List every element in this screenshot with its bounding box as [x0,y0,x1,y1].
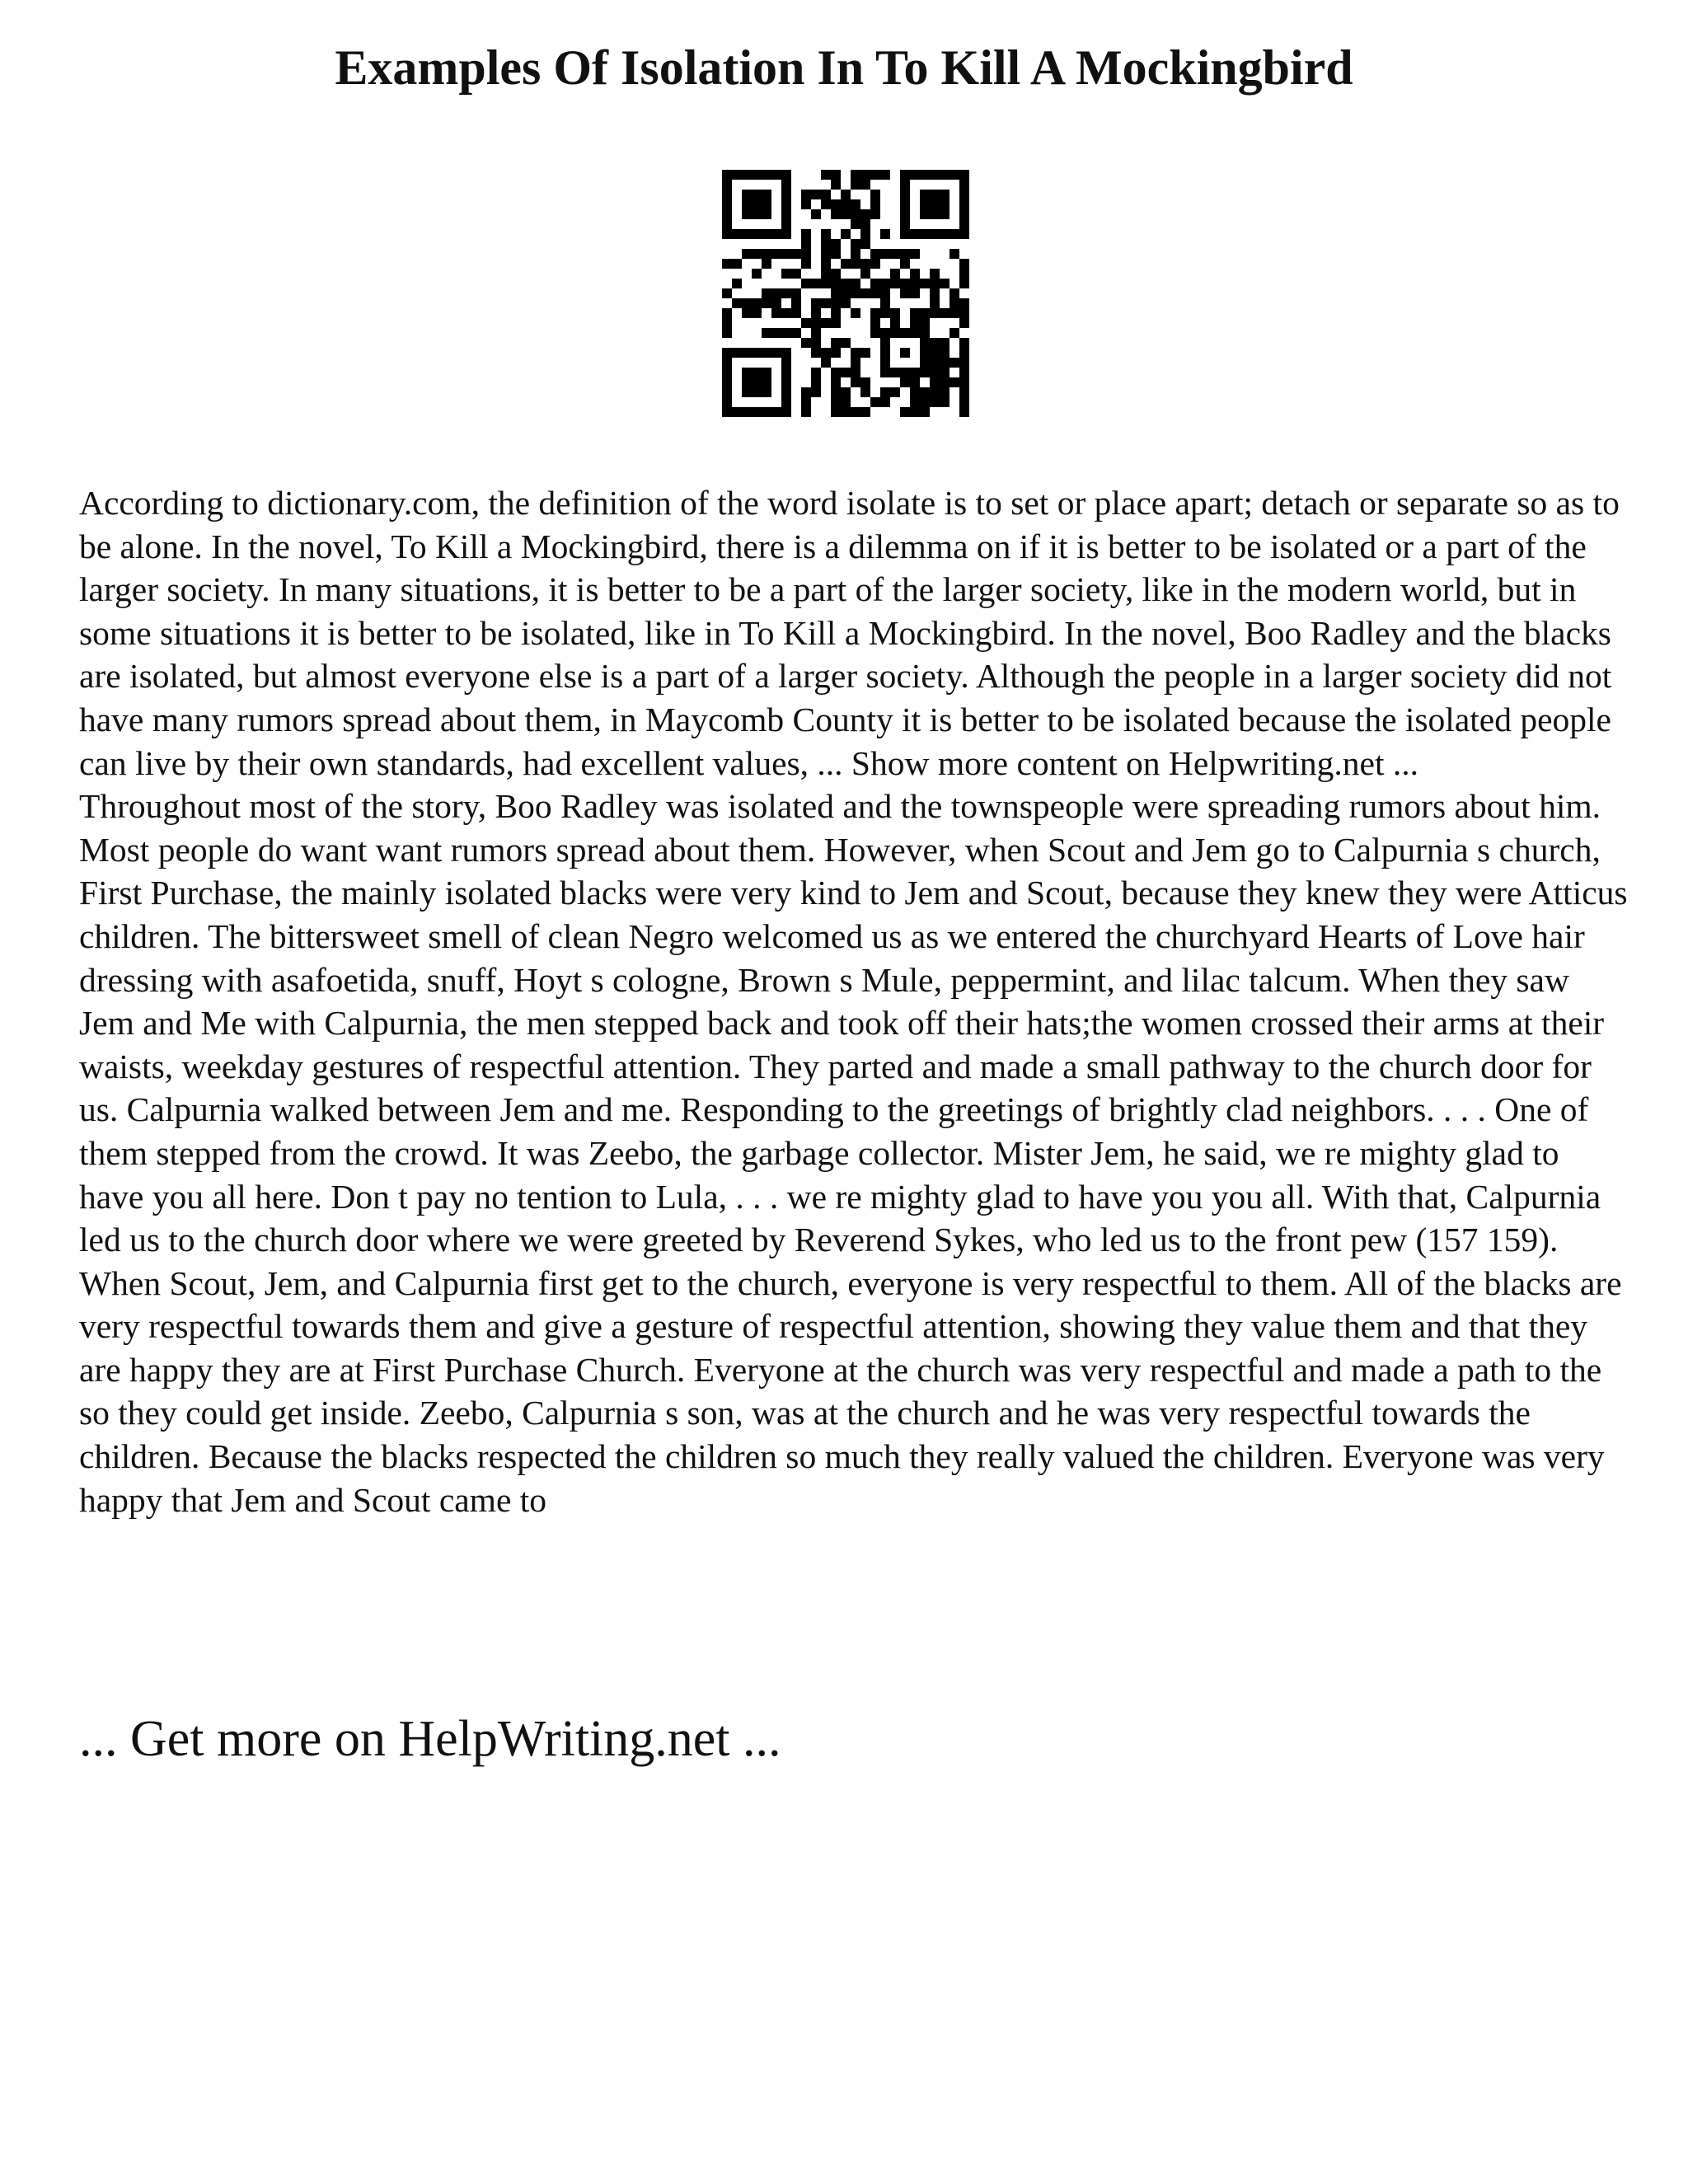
paragraph-1: According to dictionary.com, the definition of the word isolate is to set or place apart; detach or separate so as to be alone. In the novel, To Kill a Mockingbird, there is a dilemma on if it is better to be isolated or a part of the larger society. In many situations, it is better to be a part of the larger society, like in the modern world, but in some situations it is better to be isolated, like in To Kill a Mockingbird. In the novel, Boo Radley and the blacks are isolated, but almost everyone else is a part of a larger society. Although the people in a larger society did not have many rumors spread about them, in Maycomb County it is better to be isolated because the isolated people can live by their own standards, had excellent values, ... Show more content on Helpwriting.net ... [79,484,1620,782]
page-title: Examples Of Isolation In To Kill A Mockingbird [335,40,1353,95]
qr-code-icon [722,170,969,417]
paragraph-2: Throughout most of the story, Boo Radley was isolated and the townspeople were spreading rumors about him. Most people do want want rumors spread about them. However, when Scout and Jem go to Calpurnia s church, First Purchase, the mainly isolated blacks were very kind to Jem and Scout, because they knew they were Atticus children. The bittersweet smell of clean Negro welcomed us as we entered the churchyard Hearts of Love hair dressing with asafoetida, snuff, Hoyt s cologne, Brown s Mule, peppermint, and lilac talcum. When they saw Jem and Me with Calpurnia, the men stepped back and took off their hats;the women crossed their arms at their waists, weekday gestures of respectful attention. They parted and made a small pathway to the church door for us. Calpurnia walked between Jem and me. Responding to the greetings of brightly clad neighbors. . . . One of them stepped from the crowd. It was Zeebo, the garbage collector. Mister Jem, he said, we re mighty glad to have you all here. Don t pay no tention to Lula, . . . we re mighty glad to have you you all. With that, Calpurnia led us to the church door where we were greeted by Reverend Sykes, who led us to the front pew (157 159). When Scout, Jem, and Calpurnia first get to the church, everyone is very respectful to them. All of the blacks are very respectful towards them and give a gesture of respectful attention, showing they value them and that they are happy they are at First Purchase Church. Everyone at the church was very respectful and made a path to the so they could get inside. Zeebo, Calpurnia s son, was at the church and he was very respectful towards the children. Because the blacks respected the children so much they really valued the children. Everyone was very happy that Jem and Scout came to [79,787,1628,1519]
essay-body [79,481,1629,1521]
get-more-link[interactable]: ... Get more on HelpWriting.net ... [79,1711,781,1767]
